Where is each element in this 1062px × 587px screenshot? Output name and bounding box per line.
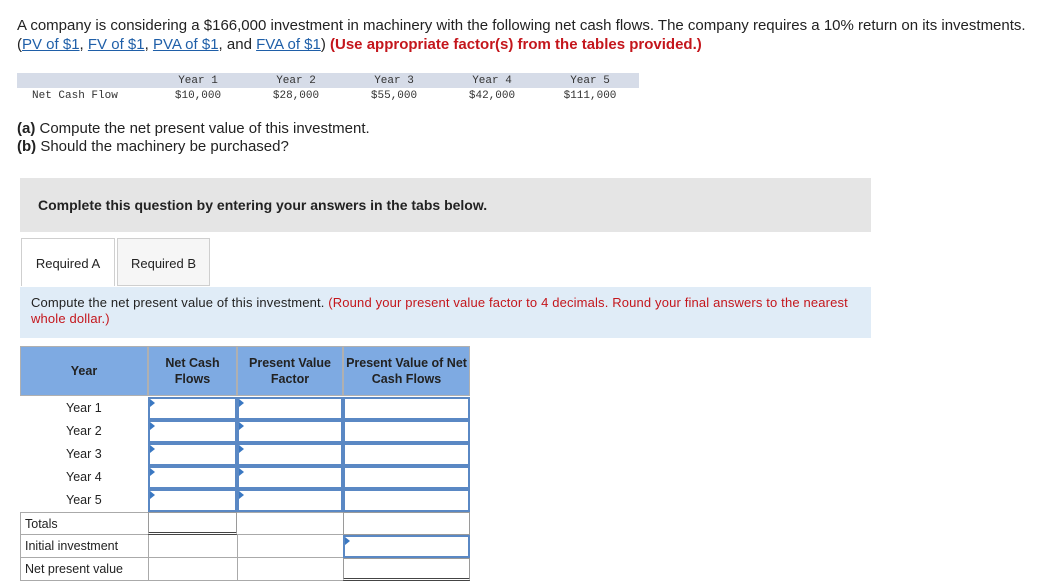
instruction-box [20,287,871,338]
blank-header [17,73,149,88]
row-label-year: Year 2 [66,424,102,438]
row-label-year: Year 3 [66,447,102,461]
input-marker-icon [345,537,350,545]
net-cash-input-year-5[interactable] [148,489,237,512]
pv-factor-input-year-5[interactable] [237,489,343,512]
year-header: Year 3 [345,73,443,88]
pv-factor-input-year-3[interactable] [237,443,343,466]
separator: ) [320,36,331,53]
tab-required-a[interactable]: Required A [21,238,115,286]
totals-label: Totals [20,512,148,535]
net-cash-input-year-3[interactable] [148,443,237,466]
net-cash-input-year-1[interactable] [148,397,237,420]
col-header-net-cash: Net Cash Flows [148,346,237,396]
npv-pv-factor-blank [237,558,343,581]
input-marker-icon [150,399,155,407]
pv-cash-input-year-4[interactable] [343,466,470,489]
pv-factor-total-blank [237,512,343,535]
cash-flow-table [17,73,639,103]
initial-investment-input[interactable] [343,535,470,558]
fva-of-1-link[interactable]: FVA of $1 [256,36,321,53]
year-header: Year 2 [247,73,345,88]
row-label-year: Year 5 [66,493,102,507]
row-label-year: Year 4 [66,470,102,484]
cash-value: $10,000 [174,89,222,102]
problem-statement [17,16,1047,54]
complete-banner: Complete this question by entering your answers in the tabs below. [20,178,871,232]
net-cash-input-year-2[interactable] [148,420,237,443]
question-a-tag: (a) [17,120,36,137]
net-cash-input-year-4[interactable] [148,466,237,489]
intro-text: A company is considering a $166,000 investment in machinery with the following net cash flows. The company requires a 10% return on its investments. ( [17,17,1026,53]
year-header: Year 4 [443,73,541,88]
fv-of-1-link[interactable]: FV of $1 [87,36,145,53]
initial-investment-label: Initial investment [20,535,148,558]
separator: , [144,36,153,53]
input-marker-icon [239,445,244,453]
question-b [17,138,370,156]
net-cash-flow-label: Net Cash Flow [32,89,118,102]
cash-value: $28,000 [272,89,320,102]
pv-cash-total [343,512,470,535]
npv-output [343,558,470,581]
year-header: Year 5 [541,73,639,88]
col-header-year: Year [20,346,148,396]
question-b-text: Should the machinery be purchased? [36,138,289,155]
input-marker-icon [150,445,155,453]
pv-factor-input-year-4[interactable] [237,466,343,489]
pv-cash-input-year-5[interactable] [343,489,470,512]
pv-factor-input-year-1[interactable] [237,397,343,420]
npv-net-cash-blank [148,558,237,581]
row-label-year: Year 1 [66,401,102,415]
factor-note: (Use appropriate factor(s) from the tables provided.) [330,36,702,53]
cash-value: $55,000 [370,89,418,102]
initial-net-cash-blank [148,535,237,558]
separator: , [79,36,88,53]
col-header-pv-factor: Present Value Factor [237,346,343,396]
year-header: Year 1 [149,73,247,88]
input-marker-icon [239,422,244,430]
cash-value: $111,000 [563,89,617,102]
pv-of-1-link[interactable]: PV of $1 [22,36,80,53]
questions [17,120,370,156]
separator: , and [218,36,257,53]
input-marker-icon [239,468,244,476]
input-marker-icon [150,491,155,499]
net-cash-total [148,512,237,535]
pv-cash-input-year-2[interactable] [343,420,470,443]
pva-of-1-link[interactable]: PVA of $1 [152,36,219,53]
instruction-text: Compute the net present value of this investment. [31,295,329,310]
question-a [17,120,370,138]
question-b-tag: (b) [17,138,37,155]
input-marker-icon [239,399,244,407]
cash-value: $42,000 [468,89,516,102]
initial-pv-factor-blank [237,535,343,558]
rounding-note: (Round your present value factor to 4 decimals. Round your final answers to the nearest whole dollar.) [31,295,848,326]
pv-cash-input-year-1[interactable] [343,397,470,420]
question-a-text: Compute the net present value of this investment. [35,120,370,137]
input-marker-icon [150,422,155,430]
input-marker-icon [150,468,155,476]
input-marker-icon [239,491,244,499]
tab-required-b[interactable]: Required B [117,238,210,286]
col-header-pv-cash: Present Value of Net Cash Flows [343,346,470,396]
pv-cash-input-year-3[interactable] [343,443,470,466]
pv-factor-input-year-2[interactable] [237,420,343,443]
npv-label: Net present value [20,558,148,581]
